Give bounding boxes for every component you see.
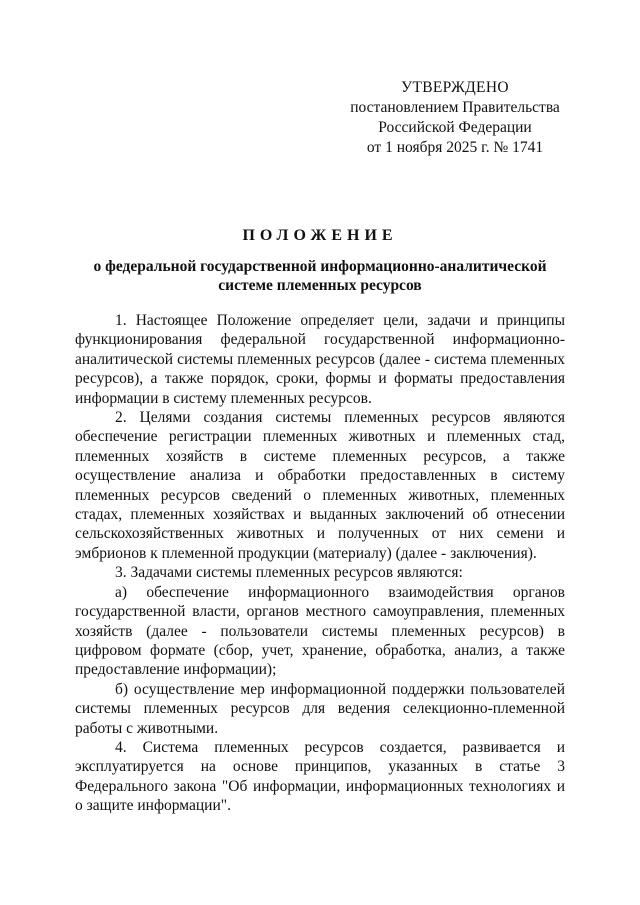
paragraph-3: 3. Задачами системы племенных ресурсов являются: [115, 564, 463, 582]
approval-line-1: постановлением Правительства [350, 99, 560, 116]
main-title: ПОЛОЖЕНИЕ [242, 227, 398, 244]
approval-line-3: от 1 ноября 2025 г. № 1741 [366, 139, 544, 156]
approval-stamp [330, 78, 580, 158]
paragraph-1: 1. Настоящее Положение определяет цели, задачи и принципы функционирования федеральной государственной информационно-аналитической системы племенных ресурсов (далее - система племенных ресурсов), а также порядок, сроки, формы и форматы предоставления информации в систему племенных ресурсов. [75, 312, 565, 407]
approval-line-2: Российской Федерации [378, 119, 532, 136]
subtitle-line-1: о федеральной государственной информационно-аналитической [93, 258, 547, 275]
paragraph-2: 2. Целями создания системы племенных ресурсов являются обеспечение регистрации племенных животных и племенных стад, племенных хозяйств в системе племенных ресурсов, а также осуществление анализа и обработки предоставленных в систему племенных ресурсов сведений о племенных животных, племенных стадах, племенных хозяйствах и выданных заключений об отнесении сельскохозяйственных животных и полученных от них семени и эмбрионов к племенной продукции (материалу) (далее - заключения). [75, 409, 565, 562]
paragraph-3b: б) осуществление мер информационной поддержки пользователей системы племенных ресурсов для ведения селекционно-племенной работы с животными. [75, 680, 565, 737]
approved-heading: УТВЕРЖДЕНО [401, 79, 509, 96]
document-title [60, 226, 580, 295]
paragraph-4: 4. Система племенных ресурсов создается, развивается и эксплуатируется на основе принципов, указанных в статье 3 Федерального закона "Об информации, информационных технологиях и о защите информации". [75, 738, 565, 815]
document-body [75, 311, 565, 816]
paragraph-3a: а) обеспечение информационного взаимодействия органов государственной власти, органов местного самоуправления, племенных хозяйств (далее - пользователи системы племенных ресурсов) в цифровом формате (сбор, учет, хранение, обработка, анализ, а также предоставление информации); [75, 583, 565, 679]
subtitle-line-2: системе племенных ресурсов [218, 277, 422, 294]
